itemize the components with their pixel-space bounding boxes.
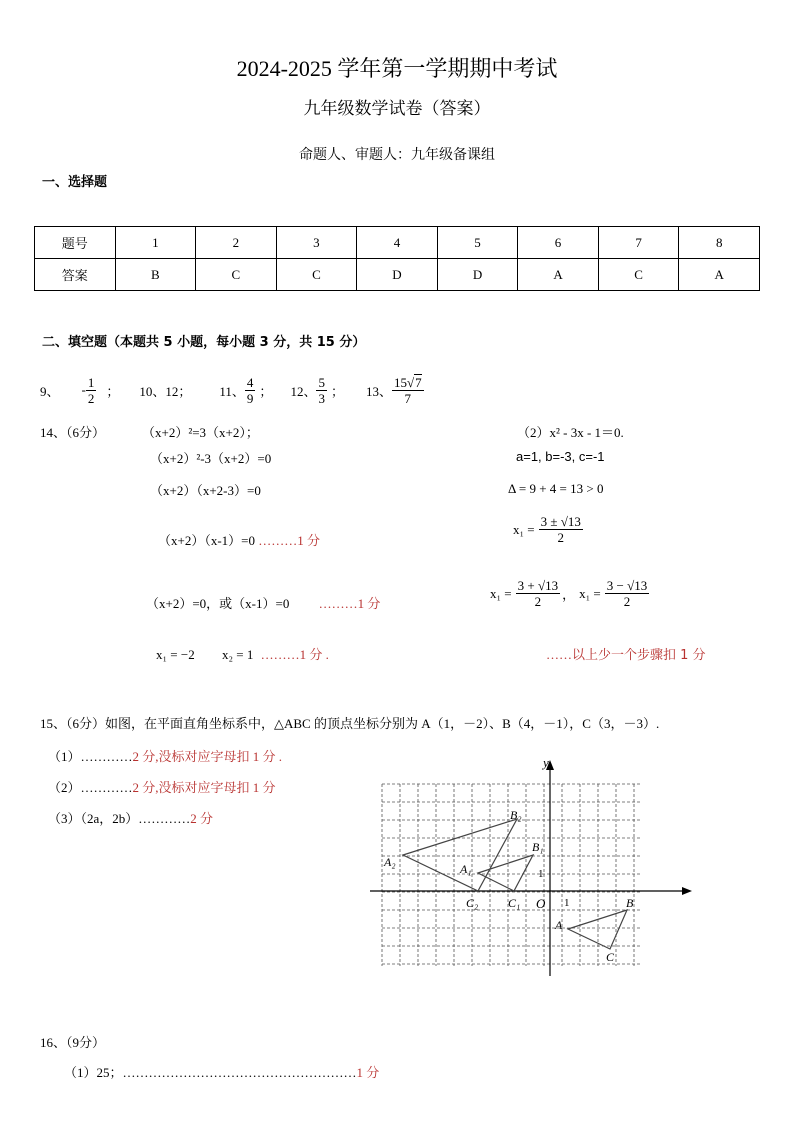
answer-cell: A xyxy=(518,259,599,291)
answer-cell: C xyxy=(276,259,357,291)
label-c: C xyxy=(606,950,615,964)
q15-stem: 15、（6分）如图，在平面直角坐标系中，△ABC 的顶点坐标分别为 A（1，－2）、B（4，－1），C（3，－3）. xyxy=(40,716,660,731)
q14-root-a-numerator: 3 + √13 xyxy=(517,578,559,593)
note-text: 以上少一个步骤扣 1 分 xyxy=(572,648,706,663)
table-row xyxy=(35,259,760,291)
answer-cell: A xyxy=(679,259,760,291)
q13-radicand: 7 xyxy=(415,374,422,390)
q9-fraction xyxy=(86,375,97,406)
q14-formula-denominator: 2 xyxy=(557,530,565,545)
q14-x1-lhs-a: x₁ = xyxy=(490,585,512,601)
q15-part-1 xyxy=(48,746,282,765)
label-b2: B₂ xyxy=(510,808,522,822)
q14-left-line-4 xyxy=(158,530,320,549)
answer-cell: D xyxy=(437,259,518,291)
question-number-cell: 4 xyxy=(357,227,438,259)
label-a2: A₂ xyxy=(384,855,396,869)
q9-numerator: 1 xyxy=(87,374,95,390)
label-a: A xyxy=(555,918,563,932)
q14-right-line-2: a=1, b=-3, c=-1 xyxy=(516,449,605,464)
y-axis-label: y xyxy=(543,755,549,770)
note-dots: …… xyxy=(546,647,572,662)
q13-fraction: $\frac{15√7}{7}$ xyxy=(393,374,422,406)
q9-sign: - xyxy=(81,382,86,397)
q14-left-line-1: （x+2）²=3（x+2）； xyxy=(142,425,259,440)
q10-answer: 10、12； xyxy=(139,383,192,399)
q14-factored: （x+2）（x-1）=0 xyxy=(158,533,255,548)
q11-numerator: 4 xyxy=(246,374,254,390)
q14-root-b-denominator: 2 xyxy=(623,594,631,609)
q14-deduction-note xyxy=(546,644,706,663)
q11-label: 11、 xyxy=(219,383,245,399)
q14-root-b-fraction xyxy=(605,578,649,609)
q14-label: 14、（6分） xyxy=(40,425,106,440)
q14-x1-lhs: x₁ = xyxy=(513,521,535,537)
coordinate-grid-figure xyxy=(360,752,700,984)
label-b1: B₁ xyxy=(532,840,544,854)
q14-right-line-3: Δ = 9 + 4 = 13 > 0 xyxy=(508,481,604,496)
q14-cases: （x+2）=0，或（x-1）=0 xyxy=(146,596,290,611)
score-note: 1 分 xyxy=(356,1065,380,1080)
q11-sep: ； xyxy=(259,383,273,399)
q15-part-2 xyxy=(48,777,276,796)
answers-9-13 xyxy=(40,370,424,410)
q12-fraction xyxy=(316,375,327,406)
triangle-a2b2c2 xyxy=(403,819,517,891)
q14-left-line-2: （x+2）²-3（x+2）=0 xyxy=(150,451,272,466)
q9-sep: ； xyxy=(106,383,120,399)
answer-cell: C xyxy=(196,259,277,291)
label-c1: C₁ xyxy=(508,896,521,910)
q11-denominator: 9 xyxy=(246,390,254,406)
question-number-cell: 7 xyxy=(598,227,679,259)
answer-table xyxy=(34,226,760,291)
table-row xyxy=(35,227,760,259)
q14-root-2: x₂ = 1 xyxy=(221,647,254,662)
row-label-answer: 答案 xyxy=(35,259,116,291)
row-label-number: 题号 xyxy=(35,227,116,259)
q15-part-2-label: （2）………… xyxy=(48,780,133,795)
section-2-heading: 二、填空题（本题共 5 小题，每小题 3 分，共 15 分） xyxy=(42,335,366,350)
q14-root-b-numerator: 3 − √13 xyxy=(606,578,648,593)
exam-title: 2024-2025 学年第一学期期中考试 xyxy=(236,56,558,81)
q16-part-1-answer: （1）25；……………………………………………… xyxy=(64,1065,357,1080)
paper-subtitle: 九年级数学试卷（答案） xyxy=(303,99,491,119)
q14-right-line-5 xyxy=(490,578,649,609)
q14-left-line-6 xyxy=(156,644,329,663)
q14-root-separator: ， xyxy=(562,587,576,602)
q13-label: 13、 xyxy=(365,383,392,399)
question-number-cell: 3 xyxy=(276,227,357,259)
score-note: 2 分 xyxy=(190,811,214,826)
q14-formula-numerator: 3 ± √13 xyxy=(540,514,581,529)
q14-x1-lhs-b: x₁ = xyxy=(579,585,601,601)
origin-label: O xyxy=(536,896,546,911)
q12-sep: ； xyxy=(330,383,344,399)
q15-part-3 xyxy=(48,808,213,827)
q13-denominator: 7 xyxy=(404,390,412,406)
score-note: ………1 分 . xyxy=(260,647,329,662)
question-number-cell: 8 xyxy=(679,227,760,259)
score-note: 2 分,没标对应字母扣 1 分 . xyxy=(132,749,283,764)
q15-part-1-label: （1）………… xyxy=(48,749,133,764)
q16-label: 16、（9分） xyxy=(40,1035,106,1050)
answer-cell: C xyxy=(598,259,679,291)
question-number-cell: 1 xyxy=(115,227,196,259)
q14-right-line-4 xyxy=(513,514,583,545)
q14-root-1: x₁ = −2 xyxy=(156,647,195,662)
label-b: B xyxy=(626,896,634,910)
authors-line: 命题人、审题人：九年级备课组 xyxy=(299,147,495,163)
score-note: ………1 分 xyxy=(318,596,381,611)
answer-cell: B xyxy=(115,259,196,291)
q14-right-line-1: （2）x² - 3x - 1＝0. xyxy=(517,425,624,440)
q14-root-a-fraction xyxy=(516,578,560,609)
triangle-abc xyxy=(568,910,627,949)
question-number-cell: 6 xyxy=(518,227,599,259)
q14-formula-fraction xyxy=(539,514,583,545)
label-c2: C₂ xyxy=(466,896,479,910)
q14-root-a-denominator: 2 xyxy=(534,594,542,609)
q14-left-line-5 xyxy=(146,593,380,612)
score-note: ………1 分 xyxy=(258,533,321,548)
q9-denominator: 2 xyxy=(87,390,95,406)
score-note: 2 分,没标对应字母扣 1 分 xyxy=(132,780,276,795)
q12-label: 12、 xyxy=(290,383,317,399)
q12-numerator: 5 xyxy=(318,374,325,390)
question-number-cell: 5 xyxy=(437,227,518,259)
q12-denominator: 3 xyxy=(318,390,325,406)
unit-label-x: 1 xyxy=(564,897,570,909)
q15-part-3-label: （3）（2a，2b）………… xyxy=(48,811,191,826)
q13-coefficient: 15 xyxy=(393,374,407,390)
label-a1: A₁ xyxy=(460,862,472,876)
q11-fraction xyxy=(245,375,256,406)
q14-left-line-3: （x+2）（x+2-3）=0 xyxy=(150,483,261,498)
question-number-cell: 2 xyxy=(196,227,277,259)
answer-cell: D xyxy=(357,259,438,291)
q9-label: 9、 xyxy=(40,383,60,399)
triangle-a1b1c1 xyxy=(478,855,533,891)
x-axis-arrow xyxy=(682,887,692,895)
unit-label-y: 1 xyxy=(538,868,544,880)
section-1-heading: 一、选择题 xyxy=(42,175,108,190)
q16-part-1 xyxy=(64,1062,379,1081)
